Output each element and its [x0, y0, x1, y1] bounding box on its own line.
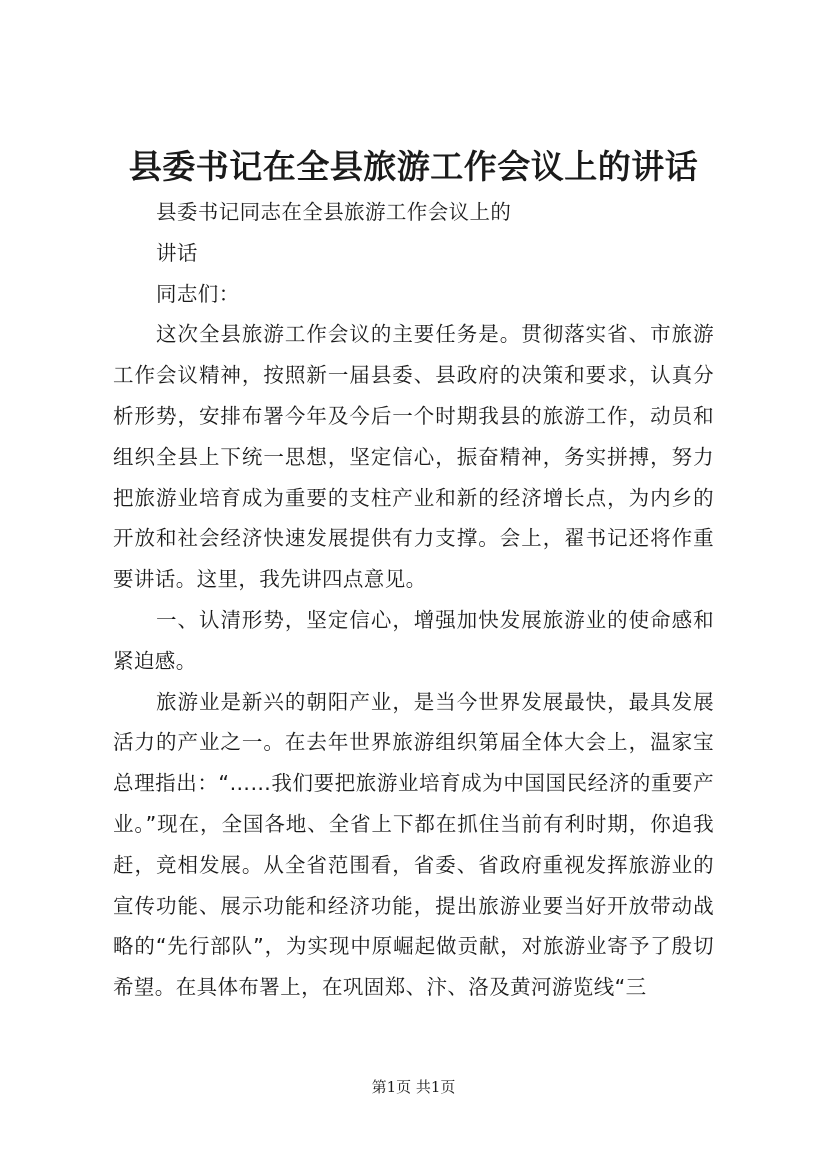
page-number: 第1页 共1页: [371, 1078, 456, 1096]
section-heading: 一、认清形势，坚定信心，增强加快发展旅游业的使命感和紧迫感。: [113, 607, 714, 673]
page-footer: [0, 1077, 827, 1097]
body-paragraph: 这次全县旅游工作会议的主要任务是。贯彻落实省、市旅游工作会议精神，按照新一届县委、县政府的决策和要求，认真分析形势，安排布署今年及今后一个时期我县的旅游工作，动员和组织全县上下统一思想，坚定信心，振奋精神，务实拼搏，努力把旅游业培育成为重要的支柱产业和新的经济增长点，为内乡的开放和社会经济快速发展提供有力支撑。会上，翟书记还将作重要讲话。这里，我先讲四点意见。: [113, 322, 714, 592]
document-body: [113, 192, 714, 1008]
salutation: 同志们：: [156, 281, 240, 306]
document-title: 县委书记在全县旅游工作会议上的讲话: [128, 147, 699, 186]
subtitle-line-1: 县委书记同志在全县旅游工作会议上的: [156, 200, 512, 224]
subtitle-line-2: 讲话: [156, 240, 198, 265]
body-paragraph: 旅游业是新兴的朝阳产业，是当今世界发展最快，最具发展活力的产业之一。在去年世界旅游组织第届全体大会上，温家宝总理指出：“……我们要把旅游业培育成为中国国民经济的重要产业。”现在，全国各地、全省上下都在抓住当前有利时期，你追我赶，竞相发展。从全省范围看，省委、省政府重视发挥旅游业的宣传功能、展示功能和经济功能，提出旅游业要当好开放带动战略的“先行部队”，为实现中原崛起做贡献，对旅游业寄予了殷切希望。在具体布署上，在巩固郑、汴、洛及黄河游览线“三: [113, 689, 714, 1000]
